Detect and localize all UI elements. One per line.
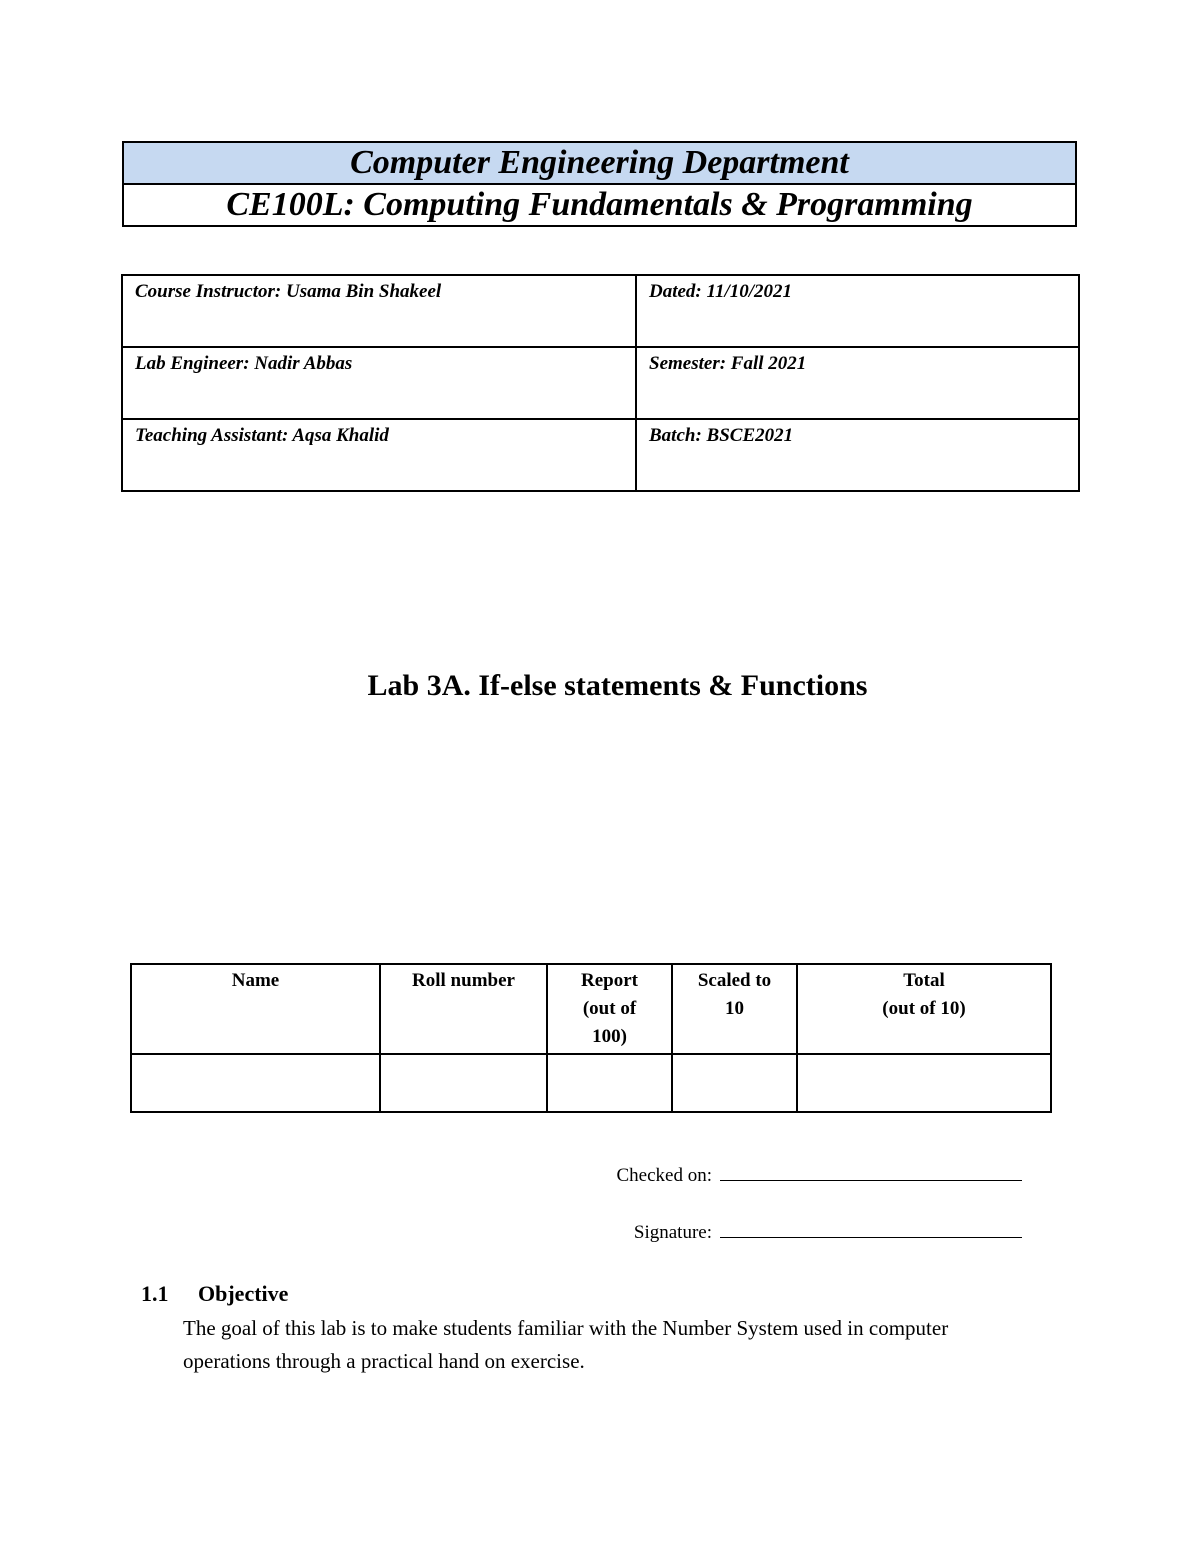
header-roll-number: Roll number [380,964,547,1054]
signature-line [560,1219,1022,1245]
marks-entry-row [131,1054,1051,1112]
scaled-cell[interactable] [672,1054,797,1112]
semester: Semester: Fall 2021 [636,347,1079,419]
signature-blank[interactable] [720,1219,1022,1238]
total-cell[interactable] [797,1054,1051,1112]
checked-on-label: Checked on: [616,1165,712,1186]
header-total: Total (out of 10) [797,964,1051,1054]
document-header [122,141,1077,227]
lab-title: Lab 3A. If-else statements & Functions [367,669,868,702]
lab-engineer: Lab Engineer: Nadir Abbas [122,347,636,419]
marks-header-row [131,964,1051,1054]
department-title: Computer Engineering Department [124,143,1075,185]
header-scaled: Scaled to 10 [672,964,797,1054]
batch: Batch: BSCE2021 [636,419,1079,491]
objective-heading [141,1280,288,1308]
checked-on-blank[interactable] [720,1162,1022,1181]
name-cell[interactable] [131,1054,380,1112]
info-row [122,275,1079,347]
section-number: 1.1 [141,1281,169,1306]
header-name: Name [131,964,380,1054]
header-report: Report (out of 100) [547,964,672,1054]
info-row [122,419,1079,491]
report-cell[interactable] [547,1054,672,1112]
objective-title: Objective [198,1281,289,1306]
course-info-table [121,274,1080,492]
dated: Dated: 11/10/2021 [636,275,1079,347]
objective-text: The goal of this lab is to make students familiar with the Number System used in computer operations through a practical hand on exercise. [183,1316,949,1373]
checked-on-line [560,1162,1022,1188]
course-title: CE100L: Computing Fundamentals & Programming [226,186,973,223]
marks-table [130,963,1052,1113]
roll-number-cell[interactable] [380,1054,547,1112]
teaching-assistant: Teaching Assistant: Aqsa Khalid [122,419,636,491]
signature-label: Signature: [633,1222,712,1243]
course-instructor: Course Instructor: Usama Bin Shakeel [122,275,636,347]
info-row [122,347,1079,419]
